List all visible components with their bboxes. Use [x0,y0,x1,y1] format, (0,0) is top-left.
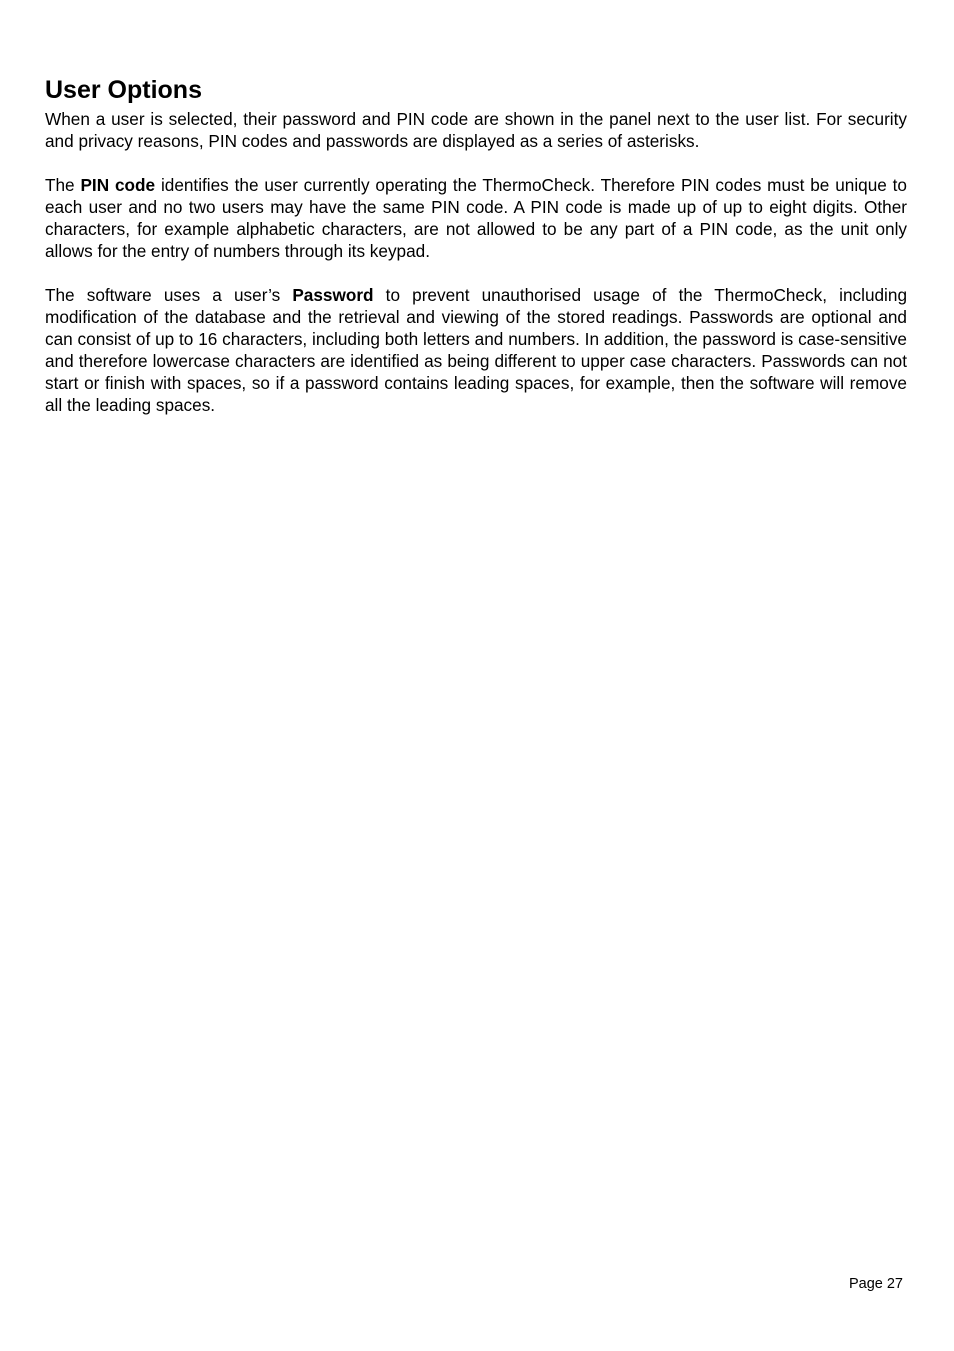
password-text-after: to prevent unauthorised usage of the ThermoCheck, including modification of the database and the retrieval and viewing of the stored readings. Passwords are optional and can consist of up to 16 characters, including both letters and numbers. In addition, the password is case-sensitive and therefore lowercase characters are identified as being different to upper case characters. Passwords can not start or finish with spaces, so if a password contains leading spaces, for example, then the software will remove all the leading spaces. [45,285,907,415]
paragraph-user-selection-text: When a user is selected, their password and PIN code are shown in the panel next to the user list. For security and privacy reasons, PIN codes and passwords are displayed as a series of asterisks. [45,109,907,151]
pin-code-text-after: identifies the user currently operating the ThermoCheck. Therefore PIN codes must be unique to each user and no two users may have the same PIN code. A PIN code is made up of up to eight digits. Other characters, for example alphabetic characters, are not allowed to be any part of a PIN code, as the unit only allows for the entry of numbers through its keypad. [45,175,907,261]
section-heading: User Options [45,76,202,104]
pin-code-term: PIN code [80,175,156,195]
paragraph-pin-code [45,174,907,262]
document-page [45,74,907,438]
pin-code-text-before: The [45,175,81,195]
password-text-before: The software uses a user’s [45,285,293,305]
password-term: Password [292,285,374,305]
page-number: Page 27 [848,1276,903,1292]
paragraph-user-selection [45,108,907,152]
paragraph-password [45,284,907,416]
